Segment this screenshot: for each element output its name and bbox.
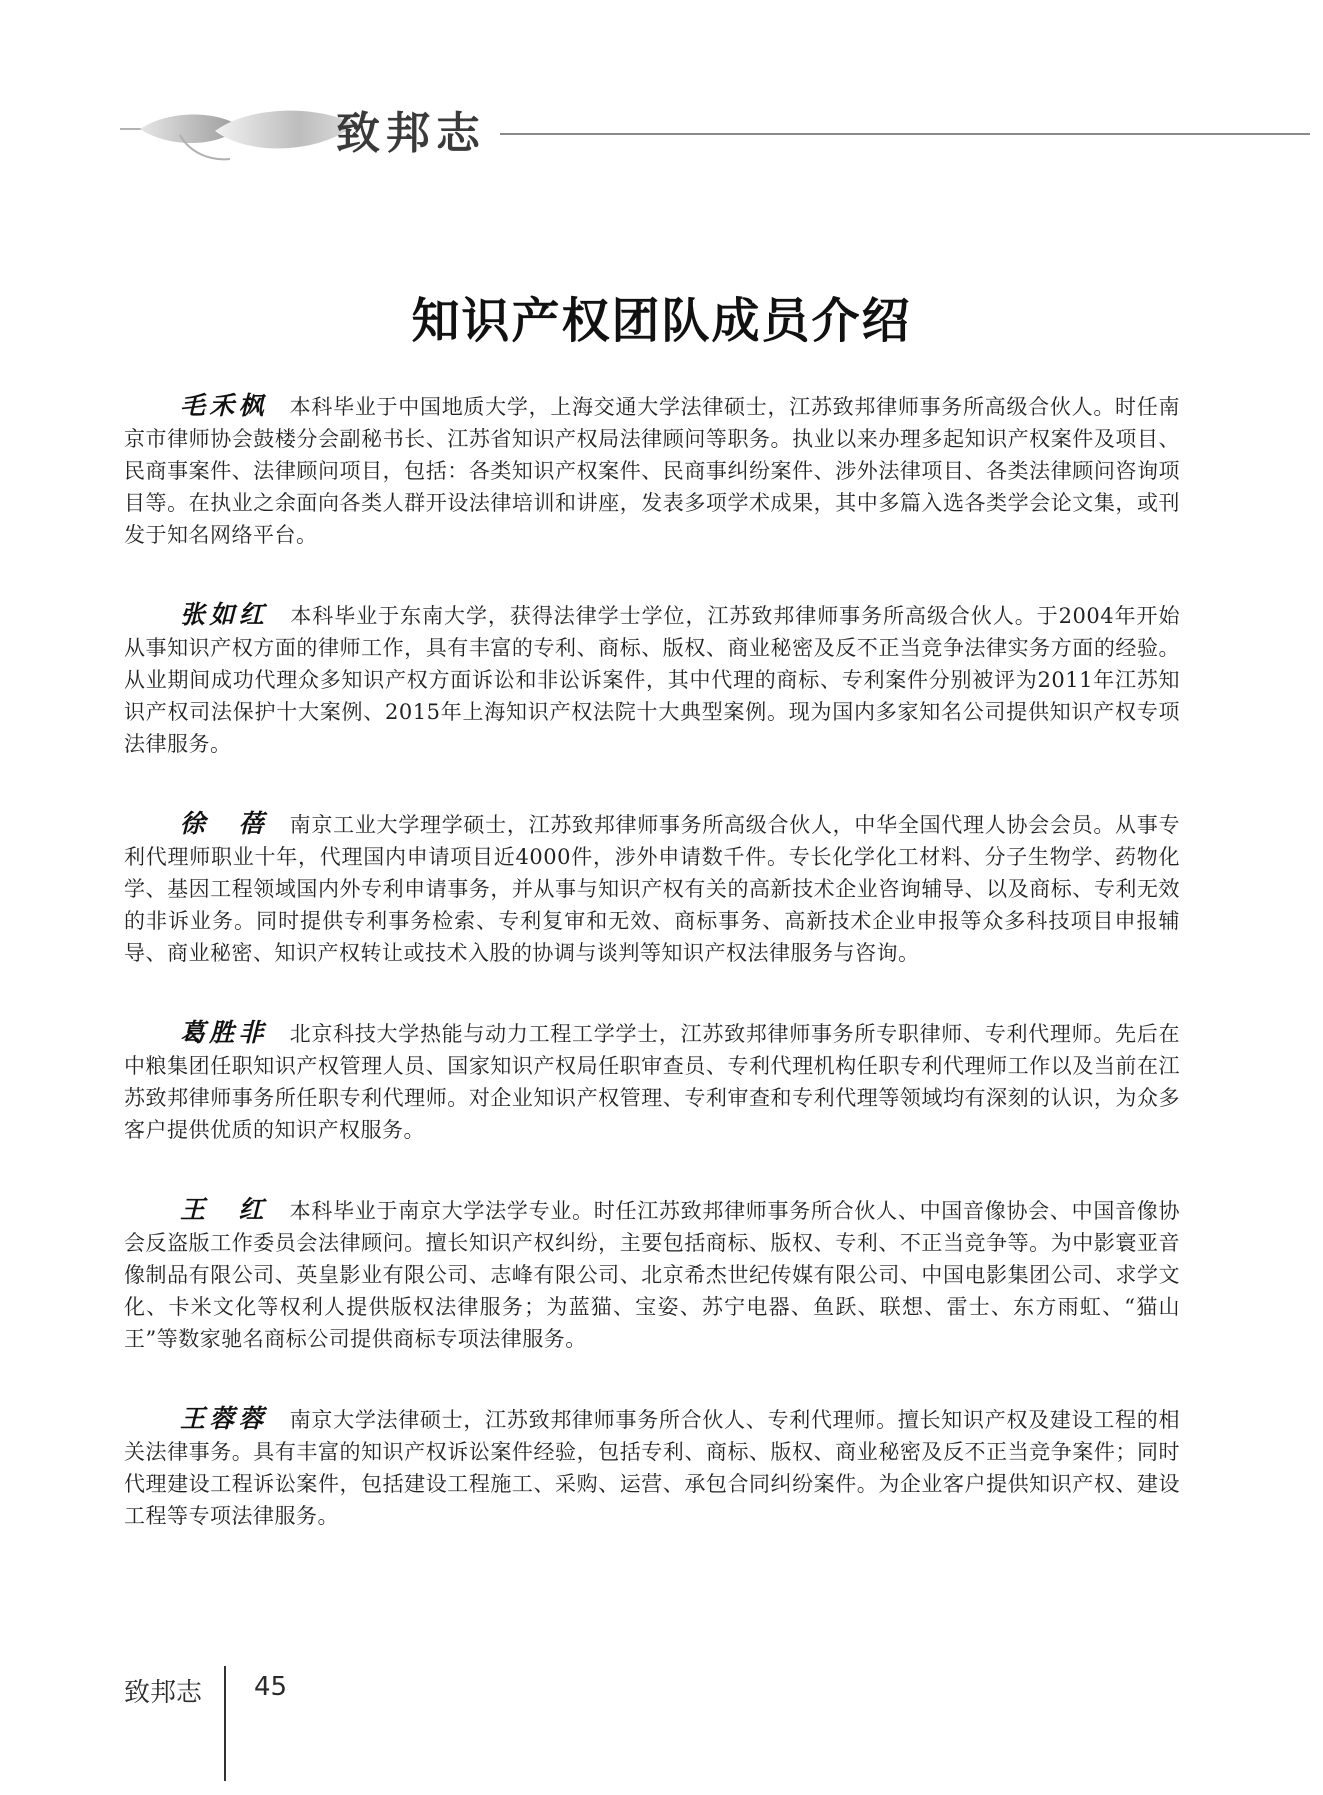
member-list [124, 390, 1180, 1580]
magazine-title: 致邦志 [336, 108, 486, 159]
member-entry [124, 1194, 1180, 1355]
footer-divider [224, 1666, 226, 1781]
member-name: 张如红 [180, 600, 269, 629]
member-bio: 北京科技大学热能与动力工程工学学士，江苏致邦律师事务所专职律师、专利代理师。先后在中粮集团任职知识产权管理人员、国家知识产权局任职审查员、专利代理机构任职专利代理师工作以及当前在江苏致邦律师事务所任职专利代理师。对企业知识产权管理、专利审查和专利代理等领域均有深刻的认识，为众多客户提供优质的知识产权服务。 [124, 1022, 1180, 1142]
page-header [120, 95, 1310, 175]
member-bio: 南京大学法律硕士，江苏致邦律师事务所合伙人、专利代理师。擅长知识产权及建设工程的相关法律事务。具有丰富的知识产权诉讼案件经验，包括专利、商标、版权、商业秘密及反不正当竞争案件；同时代理建设工程诉讼案件，包括建设工程施工、采购、运营、承包合同纠纷案件。为企业客户提供知识产权、建设工程等专项法律服务。 [124, 1408, 1180, 1528]
header-divider [500, 133, 1310, 135]
member-bio: 本科毕业于南京大学法学专业。时任江苏致邦律师事务所合伙人、中国音像协会、中国音像协会反盗版工作委员会法律顾问。擅长知识产权纠纷，主要包括商标、版权、专利、不正当竞争等。为中影寰亚音像制品有限公司、英皇影业有限公司、志峰有限公司、北京希杰世纪传媒有限公司、中国电影集团公司、求学文化、卡米文化等权利人提供版权法律服务；为蓝猫、宝姿、苏宁电器、鱼跃、联想、雷士、东方雨虹、“猫山王”等数家驰名商标公司提供商标专项法律服务。 [124, 1199, 1180, 1351]
member-entry [124, 808, 1180, 969]
leaf-ornament-icon [120, 107, 360, 165]
page-footer [124, 1672, 524, 1782]
member-name: 徐 蓓 [180, 809, 268, 838]
member-name: 葛胜非 [180, 1018, 268, 1047]
member-entry [124, 390, 1180, 551]
member-entry [124, 599, 1180, 760]
member-entry [124, 1403, 1180, 1532]
member-bio: 南京工业大学理学硕士，江苏致邦律师事务所高级合伙人，中华全国代理人协会会员。从事专利代理师职业十年，代理国内申请项目近4000件，涉外申请数千件。专长化学化工材料、分子生物学、药物化学、基因工程领域国内外专利申请事务，并从事与知识产权有关的高新技术企业咨询辅导、以及商标、专利无效的非诉业务。同时提供专利事务检索、专利复审和无效、商标事务、高新技术企业申报等众多科技项目申报辅导、商业秘密、知识产权转让或技术入股的协调与谈判等知识产权法律服务与咨询。 [124, 813, 1180, 965]
page-number: 45 [254, 1672, 288, 1702]
member-entry [124, 1017, 1180, 1146]
footer-magazine-name: 致邦志 [124, 1678, 203, 1708]
member-name: 王 红 [180, 1195, 268, 1224]
member-bio: 本科毕业于中国地质大学，上海交通大学法律硕士，江苏致邦律师事务所高级合伙人。时任南京市律师协会鼓楼分会副秘书长、江苏省知识产权局法律顾问等职务。执业以来办理多起知识产权案件及项目、民商事案件、法律顾问项目，包括：各类知识产权案件、民商事纠纷案件、涉外法律项目、各类法律顾问咨询项目等。在执业之余面向各类人群开设法律培训和讲座，发表多项学术成果，其中多篇入选各类学会论文集，或刊发于知名网络平台。 [124, 395, 1180, 547]
member-bio: 本科毕业于东南大学，获得法律学士学位，江苏致邦律师事务所高级合伙人。于2004年开始从事知识产权方面的律师工作，具有丰富的专利、商标、版权、商业秘密及反不正当竞争法律实务方面的经验。从业期间成功代理众多知识产权方面诉讼和非讼诉案件，其中代理的商标、专利案件分别被评为2011年江苏知识产权司法保护十大案例、2015年上海知识产权法院十大典型案例。现为国内多家知名公司提供知识产权专项法律服务。 [124, 604, 1180, 756]
member-name: 王蓉蓉 [180, 1404, 268, 1433]
page-title: 知识产权团队成员介绍 [411, 293, 912, 349]
member-name: 毛禾枫 [180, 391, 268, 420]
